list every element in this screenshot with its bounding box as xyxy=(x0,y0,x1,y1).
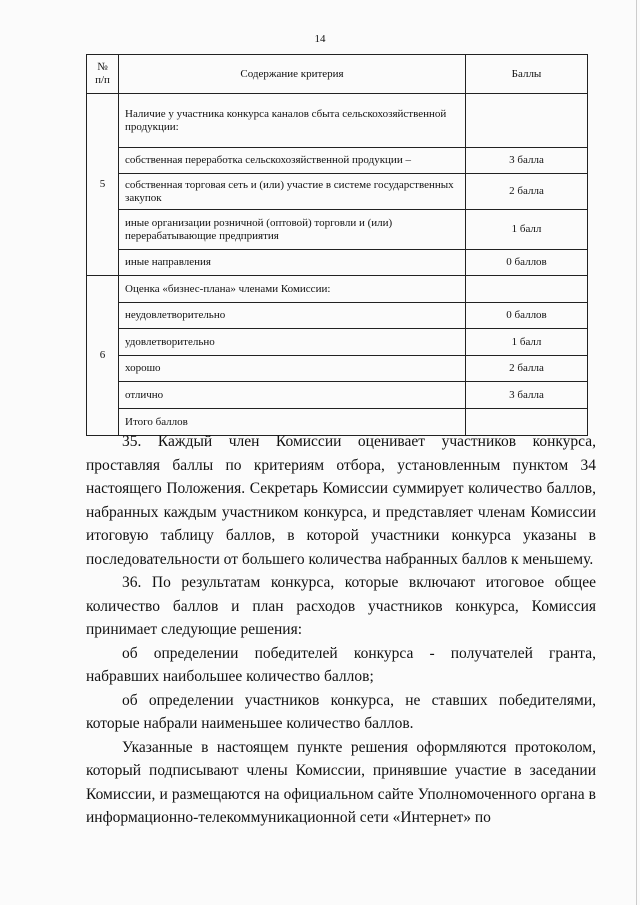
table-row xyxy=(87,303,588,329)
criteria-table xyxy=(86,54,588,436)
criterion-points xyxy=(466,94,588,148)
option-text: иные организации розничной (оптовой) торговли и (или) перерабатывающие предприятия xyxy=(119,210,466,250)
paragraph: об определении участников конкурса, не ставших победителями, которые набрали наименьшее количество баллов. xyxy=(86,691,596,732)
option-points: 1 балл xyxy=(466,329,588,356)
paragraph: 35. Каждый член Комиссии оценивает участников конкурса, проставляя баллы по критериям отбора, установленным пунктом 34 настоящего Положения. Секретарь Комиссии суммирует количество баллов, набранных каждым участником конкурса, и представляет членам Комиссии итоговую таблицу баллов, в которой участники конкурса указаны в последовательности от большего количества набранных баллов к меньшему. xyxy=(86,433,596,568)
criterion-number: 6 xyxy=(87,276,119,436)
option-points: 0 баллов xyxy=(466,303,588,329)
page-edge xyxy=(636,0,637,905)
paragraph: об определении победителей конкурса - получателей гранта, набравших наибольшее количество баллов; xyxy=(86,644,596,685)
table-header-row xyxy=(87,55,588,94)
option-points: 1 балл xyxy=(466,210,588,250)
paragraph: Указанные в настоящем пункте решения оформляются протоколом, который подписывают члены Комиссии, принявшие участие в заседании Комиссии, и размещаются на официальном сайте Уполномоченного органа в информационно-телекоммуникационной сети «Интернет» по xyxy=(86,738,596,826)
option-points: 3 балла xyxy=(466,382,588,409)
option-points: 3 балла xyxy=(466,148,588,174)
table-row xyxy=(87,329,588,356)
option-text: собственная переработка сельскохозяйственной продукции – xyxy=(119,148,466,174)
option-text: неудовлетворительно xyxy=(119,303,466,329)
criterion-title: Оценка «бизнес-плана» членами Комиссии: xyxy=(119,276,466,303)
criterion-title: Наличие у участника конкурса каналов сбыта сельскохозяйственной продукции: xyxy=(119,94,466,148)
table-row xyxy=(87,148,588,174)
option-text: удовлетворительно xyxy=(119,329,466,356)
option-text: отлично xyxy=(119,382,466,409)
body-text xyxy=(86,430,596,830)
criterion-number: 5 xyxy=(87,94,119,276)
option-points: 2 балла xyxy=(466,356,588,382)
option-text: собственная торговая сеть и (или) участие в системе государственных закупок xyxy=(119,174,466,210)
table-row xyxy=(87,210,588,250)
table-row xyxy=(87,174,588,210)
table-row xyxy=(87,250,588,276)
option-text: Итого баллов xyxy=(119,409,466,436)
option-text: иные направления xyxy=(119,250,466,276)
option-points: 2 балла xyxy=(466,174,588,210)
table-row xyxy=(87,94,588,148)
option-points: 0 баллов xyxy=(466,250,588,276)
header-criterion: Содержание критерия xyxy=(119,55,466,94)
table-row xyxy=(87,382,588,409)
criterion-points xyxy=(466,276,588,303)
page-number: 14 xyxy=(314,33,326,45)
option-text: хорошо xyxy=(119,356,466,382)
paragraph: 36. По результатам конкурса, которые включают итоговое общее количество баллов и план расходов участников конкурса, Комиссия принимает следующие решения: xyxy=(86,574,596,638)
table-row xyxy=(87,356,588,382)
table-row xyxy=(87,276,588,303)
header-points: Баллы xyxy=(466,55,588,94)
header-number: № п/п xyxy=(87,55,119,94)
